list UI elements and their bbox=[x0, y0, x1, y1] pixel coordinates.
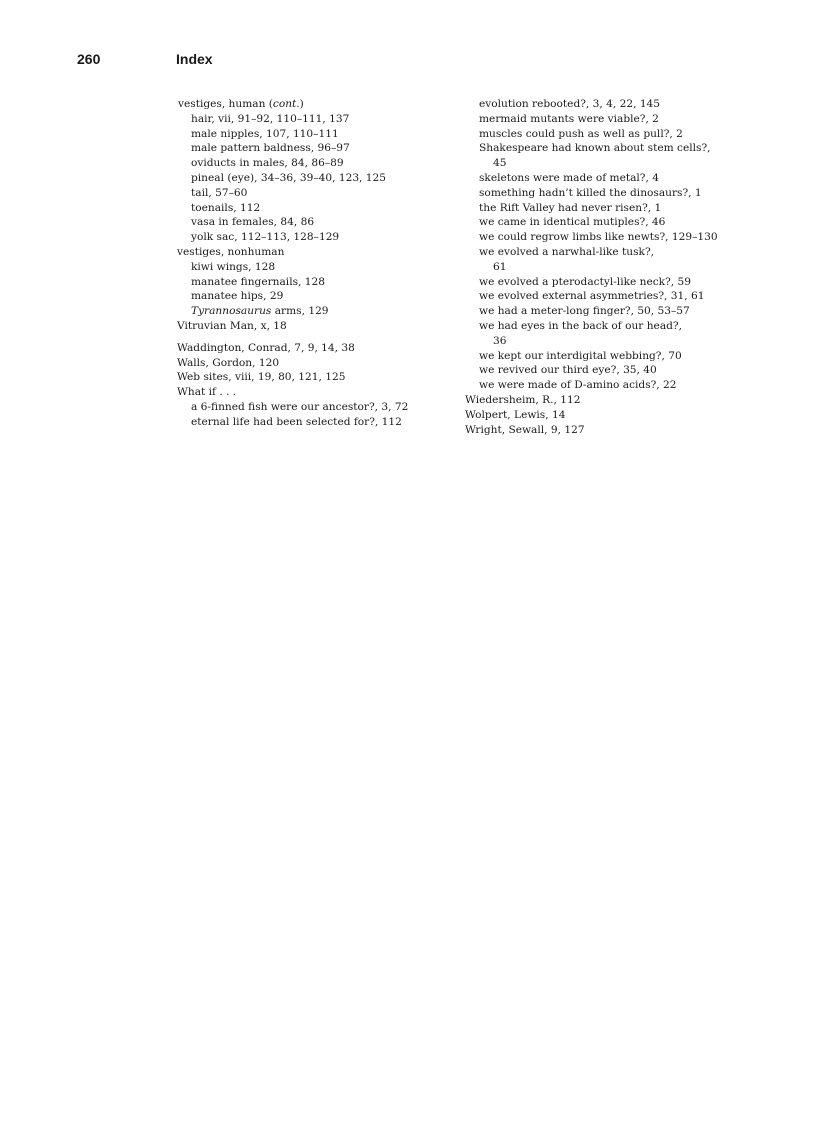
section-title: Index bbox=[176, 51, 213, 67]
index-subentry: we kept our interdigital webbing?, 70 bbox=[479, 349, 682, 362]
running-head bbox=[0, 49, 816, 69]
entry-text: arms, 129 bbox=[271, 305, 329, 318]
entry-text: ) bbox=[299, 98, 304, 110]
index-entry: Waddington, Conrad, 7, 9, 14, 38 bbox=[177, 341, 355, 354]
index-entry: Web sites, viii, 19, 80, 121, 125 bbox=[177, 371, 346, 384]
index-subentry: Shakespeare had known about stem cells?, bbox=[479, 142, 711, 155]
index-subentry: manatee fingernails, 128 bbox=[191, 275, 325, 288]
index-column-right bbox=[465, 97, 745, 437]
index-subentry: a 6-finned fish were our ancestor?, 3, 72 bbox=[191, 400, 409, 413]
index-subentry: male nipples, 107, 110–111 bbox=[191, 127, 339, 140]
index-entry: Walls, Gordon, 120 bbox=[177, 356, 280, 369]
index-subentry: we had a meter-long finger?, 50, 53–57 bbox=[479, 305, 690, 318]
page-number: 260 bbox=[77, 51, 101, 67]
index-entry: Wright, Sewall, 9, 127 bbox=[465, 423, 585, 436]
index-subentry: hair, vii, 91–92, 110–111, 137 bbox=[191, 112, 350, 125]
index-subentry: we came in identical mutiples?, 46 bbox=[479, 216, 666, 229]
index-entry: vestiges, nonhuman bbox=[177, 245, 285, 258]
index-subentry: kiwi wings, 128 bbox=[191, 260, 276, 273]
index-subentry: mermaid mutants were viable?, 2 bbox=[479, 112, 659, 125]
index-subentry: manatee hips, 29 bbox=[191, 290, 284, 303]
entry-italic: cont. bbox=[272, 98, 300, 110]
index-entry: Vitruvian Man, x, 18 bbox=[177, 319, 287, 332]
index-subentry: something hadn’t killed the dinosaurs?, 1 bbox=[479, 186, 702, 199]
index-entry: Wolpert, Lewis, 14 bbox=[465, 408, 566, 421]
index-subentry: evolution rebooted?, 3, 4, 22, 145 bbox=[479, 98, 661, 110]
index-subentry: the Rift Valley had never risen?, 1 bbox=[479, 201, 662, 214]
index-subentry bbox=[177, 304, 447, 319]
entry-text: vestiges, human ( bbox=[178, 98, 273, 110]
index-subentry: skeletons were made of metal?, 4 bbox=[479, 171, 659, 184]
index-continuation: 45 bbox=[493, 157, 507, 170]
index-subentry: we evolved external asymmetries?, 31, 61 bbox=[479, 290, 705, 303]
letter-group-gap bbox=[177, 334, 447, 341]
index-entry: Wiedersheim, R., 112 bbox=[465, 393, 581, 406]
index-subentry: vasa in females, 84, 86 bbox=[191, 216, 315, 229]
index-subentry: we evolved a pterodactyl-like neck?, 59 bbox=[479, 275, 691, 288]
index-subentry: pineal (eye), 34–36, 39–40, 123, 125 bbox=[191, 171, 387, 184]
index-entry: What if . . . bbox=[177, 386, 237, 399]
index-continuation: 61 bbox=[493, 260, 507, 273]
entry-italic: Tyrannosaurus bbox=[191, 305, 272, 318]
index-subentry: tail, 57–60 bbox=[191, 186, 248, 199]
index-subentry: toenails, 112 bbox=[191, 201, 261, 214]
index-continuation: 36 bbox=[493, 334, 507, 347]
index-column-left bbox=[177, 97, 447, 430]
index-subentry: we revived our third eye?, 35, 40 bbox=[479, 364, 657, 377]
index-subentry: male pattern baldness, 96–97 bbox=[191, 142, 350, 155]
index-subentry: muscles could push as well as pull?, 2 bbox=[479, 127, 683, 140]
index-subentry: we had eyes in the back of our head?, bbox=[479, 319, 682, 332]
index-subentry: eternal life had been selected for?, 112 bbox=[191, 415, 402, 428]
index-subentry: yolk sac, 112–113, 128–129 bbox=[191, 231, 340, 244]
index-subentry: we were made of D-amino acids?, 22 bbox=[479, 379, 677, 392]
index-entry bbox=[177, 97, 447, 112]
index-subentry: we could regrow limbs like newts?, 129–130 bbox=[479, 231, 718, 244]
index-subentry: oviducts in males, 84, 86–89 bbox=[191, 157, 344, 170]
index-subentry: we evolved a narwhal-like tusk?, bbox=[479, 245, 655, 258]
